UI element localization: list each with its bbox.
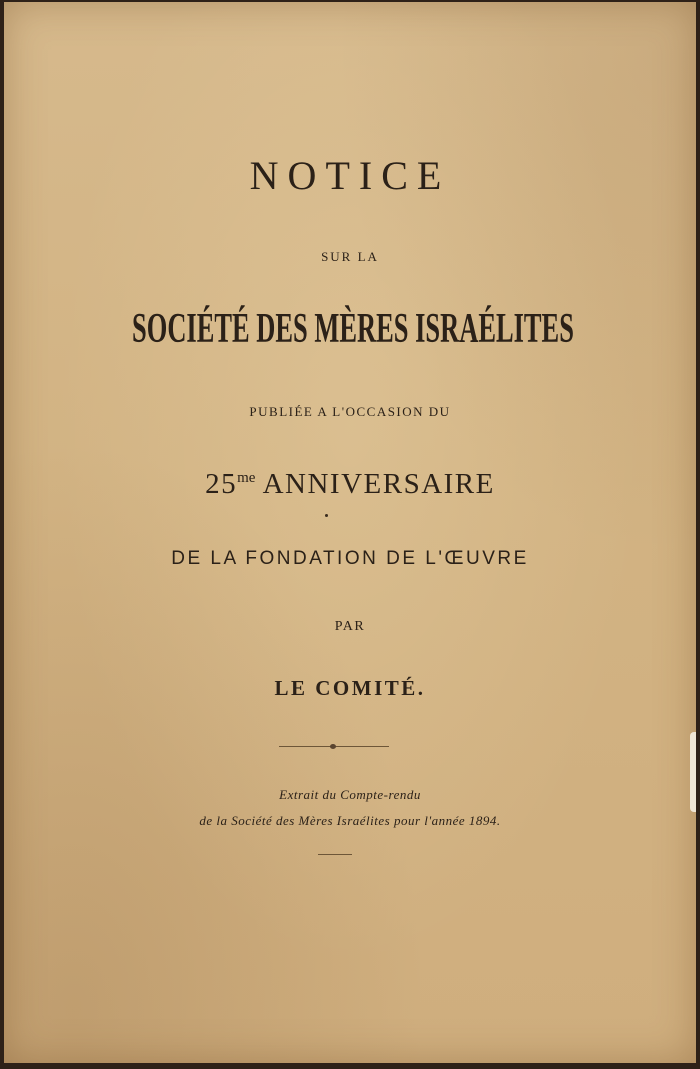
- cover-foundation-line: DE LA FONDATION DE L'ŒUVRE: [171, 548, 529, 569]
- anniversary-word: ANNIVERSAIRE: [262, 468, 495, 500]
- cover-occasion-line: PUBLIÉE A L'OCCASION DU: [249, 404, 451, 419]
- cover-sur-la: SUR LA: [321, 249, 379, 264]
- book-cover: [4, 2, 696, 1063]
- cover-author: LE COMITÉ.: [274, 676, 426, 700]
- anniversary-number: 25: [205, 468, 238, 500]
- cover-society-name: SOCIÉTÉ DES MÈRES ISRAÉLITES: [132, 306, 574, 352]
- cover-anniversary: [4, 468, 696, 501]
- paper-tear: [690, 732, 696, 812]
- cover-extract-line-1: Extrait du Compte-rendu: [279, 787, 421, 802]
- short-rule: [318, 854, 352, 855]
- anniversary-suffix: me: [237, 470, 256, 486]
- cover-par: PAR: [334, 619, 366, 634]
- ornamental-rule-center: [330, 744, 336, 749]
- cover-title: NOTICE: [249, 153, 451, 198]
- ornament-dot: [325, 514, 328, 517]
- cover-extract-line-2: de la Société des Mères Israélites pour l'année 1894.: [199, 813, 501, 828]
